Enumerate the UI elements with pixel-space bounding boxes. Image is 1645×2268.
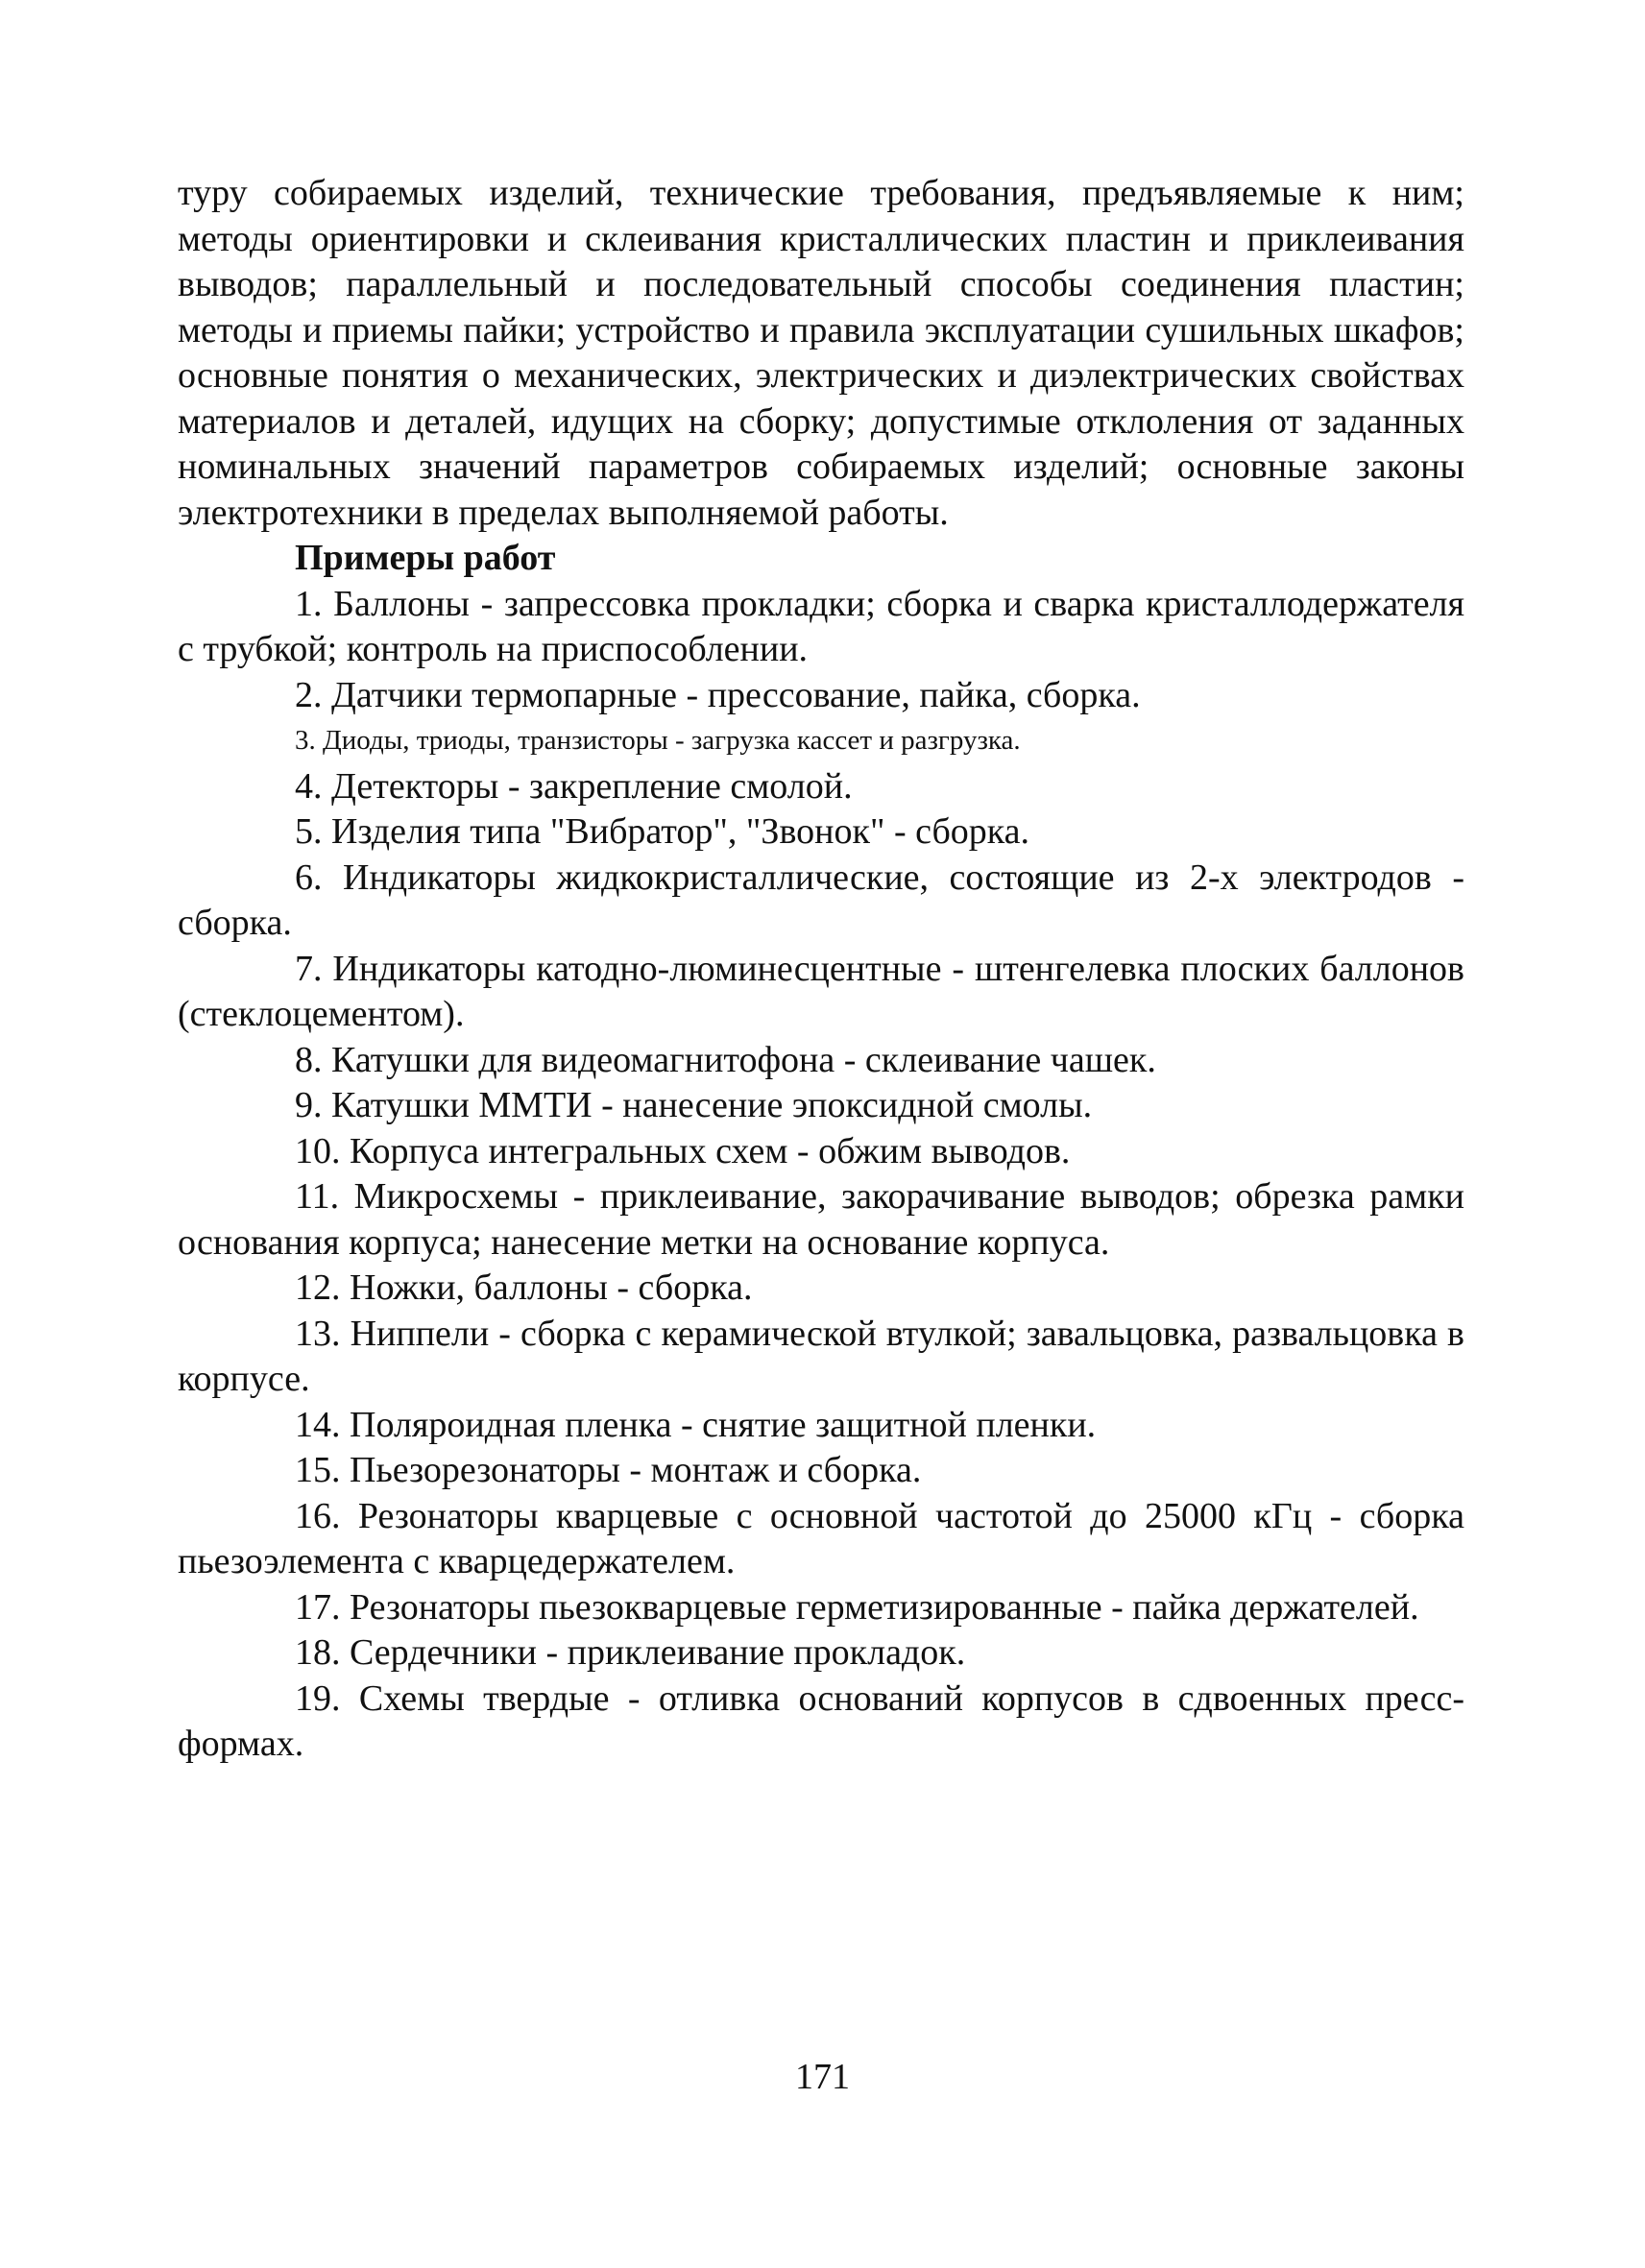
- example-item-12: 12. Ножки, баллоны - сборка.: [295, 1267, 753, 1308]
- section-heading: Примеры работ: [295, 538, 556, 578]
- example-item-19: 19. Схемы твердые - отливка оснований корпусов в сдвоенных пресс-формах.: [178, 1677, 1464, 1764]
- example-item-2: 2. Датчики термопарные - прессование, пайка, сборка.: [295, 674, 1141, 715]
- example-item-1: 1. Баллоны - запрессовка прокладки; сборка и сварка кристаллодержателя с трубкой; контроль на приспособлении.: [178, 583, 1464, 669]
- example-item-4: 4. Детекторы - закрепление смолой.: [295, 765, 853, 807]
- example-item-16: 16. Резонаторы кварцевые с основной частотой до 25000 кГц - сборка пьезоэлемента с кварцедержателем.: [178, 1495, 1464, 1581]
- example-item-9: 9. Катушки ММТИ - нанесение эпоксидной смолы.: [295, 1085, 1093, 1125]
- example-item-14: 14. Поляроидная пленка - снятие защитной пленки.: [295, 1404, 1097, 1445]
- example-item-11: 11. Микросхемы - приклеивание, закорачивание выводов; обрезка рамки основания корпуса; нанесение метки на основание корпуса.: [178, 1176, 1464, 1263]
- example-item-6: 6. Индикаторы жидкокристаллические, состоящие из 2-х электродов - сборка.: [178, 857, 1464, 943]
- example-item-15: 15. Пьезорезонаторы - монтаж и сборка.: [295, 1450, 922, 1490]
- example-item-13: 13. Ниппели - сборка с керамической втулкой; завальцовка, развальцовка в корпусе.: [178, 1313, 1464, 1399]
- page-content: [178, 171, 1464, 1768]
- example-item-10: 10. Корпуса интегральных схем - обжим выводов.: [295, 1130, 1071, 1171]
- example-item-8: 8. Катушки для видеомагнитофона - склеивание чашек.: [295, 1039, 1156, 1080]
- example-item-5: 5. Изделия типа "Вибратор", "Звонок" - сборка.: [295, 811, 1030, 852]
- example-item-17: 17. Резонаторы пьезокварцевые герметизированные - пайка держателей.: [295, 1586, 1419, 1628]
- example-item-18: 18. Сердечники - приклеивание прокладок.: [295, 1632, 966, 1673]
- example-item-7: 7. Индикаторы катодно-люминесцентные - штенгелевка плоских баллонов (стеклоцементом).: [178, 948, 1464, 1034]
- page-number: 171: [795, 2057, 850, 2097]
- examples-list: [178, 582, 1464, 1768]
- example-item-3: 3. Диоды, триоды, транзисторы - загрузка кассет и разгрузка.: [295, 725, 1021, 756]
- intro-paragraph: туру собираемых изделий, технические требования, предъявляемые к ним; методы ориентировки и склеивания кристаллических пластин и приклеивания выводов; параллельный и последовательный способы соединения пластин; методы и приемы пайки; устройство и правила эксплуатации сушильных шкафов; основные понятия о механических, электрических и диэлектрических свойствах материалов и деталей, идущих на сборку; допустимые отклоления от заданных номинальных значений параметров собираемых изделий; основные законы электротехники в пределах выполняемой работы.: [178, 173, 1464, 533]
